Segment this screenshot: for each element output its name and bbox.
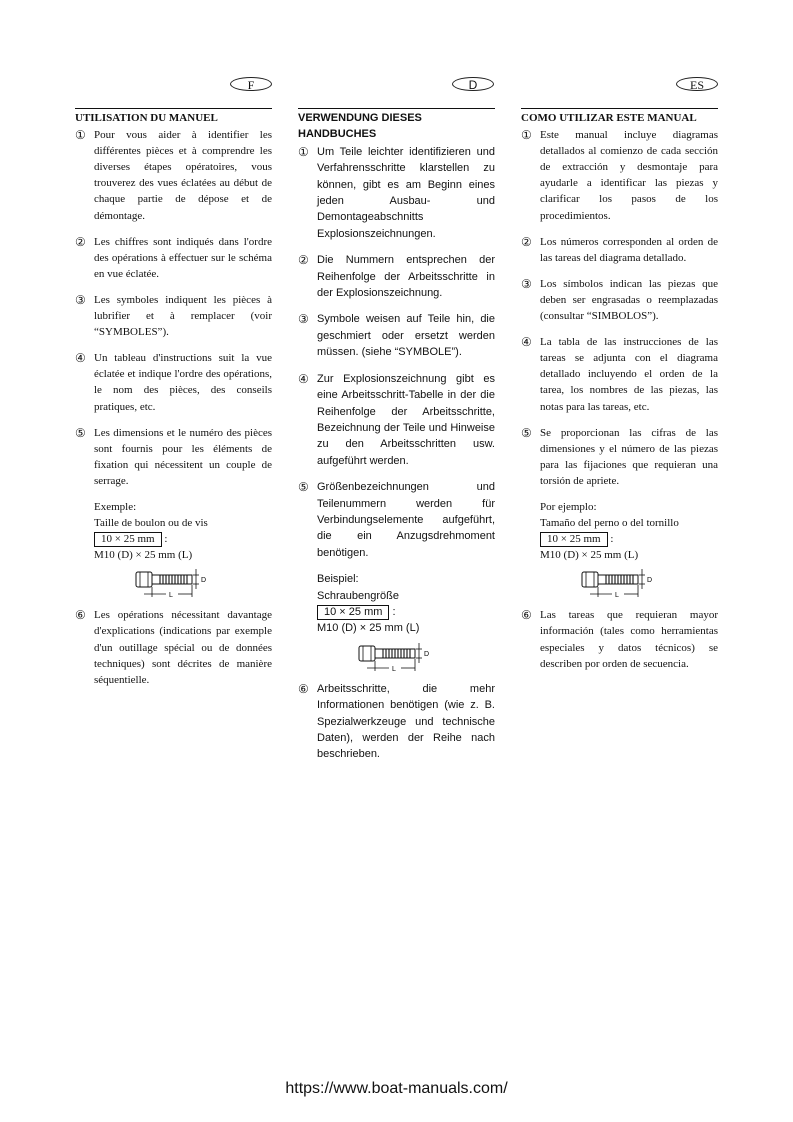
list-item: ③ Los símbolos indican las piezas que deben ser engrasadas o reemplazadas (consultar “SIMBOLOS”). — [521, 276, 718, 323]
language-tab-d: D — [452, 77, 494, 91]
list-item: ① Este manual incluye diagramas detallados al comienzo de cada sección de extracción y desmontaje para ayudarle a identificar las piezas y clarificar los pasos de los procedimientos. — [521, 128, 718, 222]
list-item: ⑤ Les dimensions et le numéro des pièces sont fournis pour les éléments de fixation qui nécessitent un couple de serrage. — [75, 425, 272, 487]
example-label: Por ejemplo: — [540, 500, 597, 513]
example-block: Por ejemplo: Tamaño del perno o del tornillo 10 × 25 mm : M10 (D) × 25 mm (L) D L — [521, 499, 718, 601]
list-item: ⑥ Las tareas que requieran mayor información (tales como herramientas especiales y datos técnicos) se describen por orden de secuencia. — [521, 608, 718, 670]
section-title: VERWENDUNG DIESES HANDBUCHES — [298, 108, 495, 144]
dimension-box: 10 × 25 mm — [94, 532, 162, 547]
list-item: ② Les chiffres sont indiqués dans l'ordre des opérations à effectuer sur le schéma en vue éclatée. — [75, 234, 272, 280]
list-item: ① Um Teile leichter identifizieren und Verfahrensschritte klarstellen zu können, gibt es am Beginn eines jeden Ausbau- und Demontageabschnitts Explosionszeichnungen. — [298, 144, 495, 240]
column-spanish — [521, 108, 718, 682]
list-item: ④ La tabla de las instrucciones de las tareas se adjunta con el diagrama detallado incluyendo el orden de la tarea, los nombres de las piezas, las notas para las tareas, etc. — [521, 335, 718, 413]
bolt-spec: M10 (D) × 25 mm (L) — [317, 622, 420, 635]
example-block: Exemple: Taille de boulon ou de vis 10 × 25 mm : M10 (D) × 25 mm (L) D L — [75, 499, 272, 601]
bolt-spec: M10 (D) × 25 mm (L) — [540, 549, 639, 562]
dimension-box: 10 × 25 mm — [317, 605, 389, 620]
list-item: ③ Les symboles indiquent les pièces à lubrifier et à remplacer (voir “SYMBOLES”). — [75, 292, 272, 339]
size-label: Taille de boulon ou de vis — [94, 517, 208, 530]
list-item: ③ Symbole weisen auf Teile hin, die geschmiert oder ersetzt werden müssen. (siehe “SYMBOLE”). — [298, 312, 495, 359]
dimension-box: 10 × 25 mm — [540, 532, 608, 547]
length-label: L — [615, 592, 619, 600]
list-item: ⑤ Se proporcionan las cifras de las dimensiones y el número de las piezas para las fijaciones que requieran una torsión de apriete. — [521, 425, 718, 487]
example-label: Exemple: — [94, 500, 137, 513]
section-title: COMO UTILIZAR ESTE MANUAL — [521, 108, 718, 127]
column-german — [298, 108, 495, 773]
example-label: Beispiel: — [317, 573, 359, 586]
length-label: L — [392, 665, 396, 673]
column-french — [75, 108, 272, 698]
list-item: ④ Un tableau d'instructions suit la vue éclatée et indique l'ordre des opérations, le nom des pièces, des conseils pratiques, etc. — [75, 351, 272, 413]
bolt-spec: M10 (D) × 25 mm (L) — [94, 549, 193, 562]
section-title: UTILISATION DU MANUEL — [75, 108, 272, 127]
size-label: Tamaño del perno o del tornillo — [540, 517, 679, 530]
diameter-label: D — [647, 577, 653, 585]
diameter-label: D — [424, 650, 430, 658]
size-label: Schraubengröße — [317, 589, 399, 602]
list-item: ⑥ Les opérations nécessitant davantage d'explications (indications par exemple d'un outillage spécial ou de données techniques) sont décrites de manière séquentielle. — [75, 608, 272, 686]
bolt-diagram — [580, 567, 660, 601]
list-item: ① Pour vous aider à identifier les différentes pièces et à comprendre les diverses étapes opératoires, vous trouverez des vues éclatées au début de chaque partie de dépose et de démontage. — [75, 128, 272, 222]
diameter-label: D — [201, 577, 207, 585]
list-item: ② Los números corresponden al orden de las tareas del diagrama detallado. — [521, 234, 718, 264]
footer-url: https://www.boat-manuals.com/ — [285, 1080, 508, 1097]
length-label: L — [169, 592, 173, 600]
list-item: ⑥ Arbeitsschritte, die mehr Informationen benötigen (wie z. B. Spezialwerkzeuge und technische Daten), werden der Reihe nach beschrieben. — [298, 681, 495, 761]
list-item: ④ Zur Explosionszeichnung gibt es eine Arbeitsschritt-Tabelle in der die Reihenfolge der Arbeitsschritte, Bezeichnung der Teile und Hinweise zu den Arbeitsschritten usw. aufgeführt werden. — [298, 371, 495, 467]
list-item: ② Die Nummern entsprechen der Reihenfolge der Arbeitsschritte in der Explosionszeichnung. — [298, 253, 495, 300]
language-tab-es: ES — [676, 77, 718, 91]
language-tab-f: F — [230, 77, 272, 91]
example-block: Beispiel: Schraubengröße 10 × 25 mm : M10 (D) × 25 mm (L) D L — [298, 571, 495, 675]
bolt-diagram — [134, 567, 214, 601]
bolt-diagram — [357, 641, 437, 675]
list-item: ⑤ Größenbezeichnungen und Teilenummern werden für Verbindungselemente aufgeführt, die ein Anzugsdrehmoment benötigen. — [298, 480, 495, 559]
